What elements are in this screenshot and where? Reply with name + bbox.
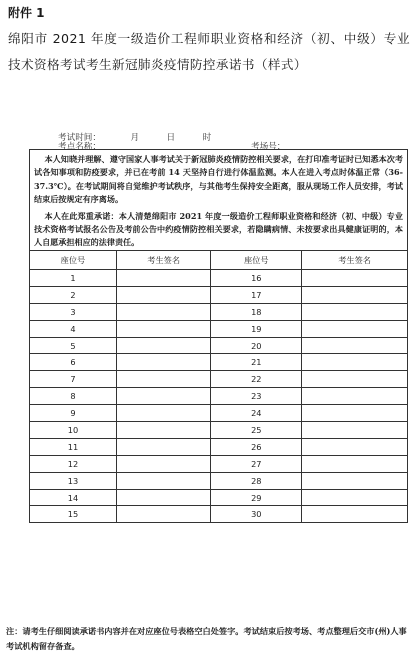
seat-number-right: 21 xyxy=(211,354,302,371)
room-label: 考场号： xyxy=(251,142,286,152)
signature-cell-left[interactable] xyxy=(116,405,211,422)
signature-cell-left[interactable] xyxy=(116,489,211,506)
table-row xyxy=(30,388,408,405)
month-label: 月 xyxy=(130,133,140,143)
table-row xyxy=(30,303,408,320)
seat-number-left: 4 xyxy=(30,320,117,337)
seat-number-left: 13 xyxy=(30,472,117,489)
seat-number-right: 18 xyxy=(211,303,302,320)
header-seat-right: 座位号 xyxy=(211,251,302,270)
signature-cell-right[interactable] xyxy=(302,354,408,371)
seat-number-right: 24 xyxy=(211,405,302,422)
seat-number-left: 3 xyxy=(30,303,117,320)
signature-cell-left[interactable] xyxy=(116,422,211,439)
seat-number-right: 17 xyxy=(211,286,302,303)
signature-cell-right[interactable] xyxy=(302,472,408,489)
pledge-paragraph-1: 本人知晓并理解、遵守国家人事考试关于新冠肺炎疫情防控相关要求，在打印准考证时已知悉本次考试各知事项和防疫要求，并已在考前 14 天坚持自行进行体温监测。本人在进入考点时体温正常（36-37.3℃）。在考试期间将自觉维护考试秩序，与其他考生保持安全距离，服从现场工作人员安排，考试结束后按规定有序离场。 xyxy=(34,154,403,205)
seat-number-left: 7 xyxy=(30,371,117,388)
seat-number-left: 15 xyxy=(30,506,117,523)
table-row xyxy=(30,472,408,489)
signature-cell-left[interactable] xyxy=(116,388,211,405)
table-row xyxy=(30,354,408,371)
signature-table xyxy=(29,250,408,523)
seat-number-right: 26 xyxy=(211,438,302,455)
signature-cell-right[interactable] xyxy=(302,388,408,405)
signature-cell-left[interactable] xyxy=(116,337,211,354)
header-sign-right: 考生签名 xyxy=(302,251,408,270)
hour-label: 时 xyxy=(202,133,212,143)
seat-number-left: 8 xyxy=(30,388,117,405)
seat-number-left: 14 xyxy=(30,489,117,506)
seat-number-right: 25 xyxy=(211,422,302,439)
table-row xyxy=(30,489,408,506)
pledge-paragraph-2: 本人在此郑重承诺：本人清楚绵阳市 2021 年度一级造价工程师职业资格和经济（初、中级）专业技术资格考试报名公告及考前公告中约疫情防控相关要求，若隐瞒病情、未按要求出具健康证明的，本人自愿承担相应的法律责任。 xyxy=(34,210,403,248)
exam-time-label: 考试时间： xyxy=(58,133,101,143)
table-row xyxy=(30,270,408,287)
seat-number-left: 6 xyxy=(30,354,117,371)
signature-cell-left[interactable] xyxy=(116,286,211,303)
attachment-label: 附件 1 xyxy=(8,6,45,20)
signature-cell-right[interactable] xyxy=(302,438,408,455)
table-row xyxy=(30,337,408,354)
signature-cell-right[interactable] xyxy=(302,270,408,287)
seat-number-right: 19 xyxy=(211,320,302,337)
seat-number-left: 5 xyxy=(30,337,117,354)
signature-cell-left[interactable] xyxy=(116,371,211,388)
table-row xyxy=(30,438,408,455)
seat-number-right: 30 xyxy=(211,506,302,523)
table-row xyxy=(30,286,408,303)
signature-cell-left[interactable] xyxy=(116,438,211,455)
seat-number-right: 27 xyxy=(211,455,302,472)
seat-number-right: 29 xyxy=(211,489,302,506)
signature-cell-left[interactable] xyxy=(116,320,211,337)
signature-cell-right[interactable] xyxy=(302,422,408,439)
seat-number-right: 23 xyxy=(211,388,302,405)
table-row xyxy=(30,405,408,422)
signature-cell-left[interactable] xyxy=(116,506,211,523)
seat-number-left: 10 xyxy=(30,422,117,439)
signature-cell-right[interactable] xyxy=(302,320,408,337)
signature-cell-left[interactable] xyxy=(116,354,211,371)
seat-number-left: 11 xyxy=(30,438,117,455)
venue-label: 考点名称： xyxy=(58,142,101,152)
day-label: 日 xyxy=(166,133,176,143)
signature-cell-left[interactable] xyxy=(116,270,211,287)
seat-number-left: 9 xyxy=(30,405,117,422)
signature-cell-right[interactable] xyxy=(302,303,408,320)
signature-cell-right[interactable] xyxy=(302,337,408,354)
document-title: 绵阳市 2021 年度一级造价工程师职业资格和经济（初、中级）专业技术资格考试考生新冠肺炎疫情防控承诺书（样式） xyxy=(8,31,410,72)
seat-number-right: 22 xyxy=(211,371,302,388)
footnote: 注：请考生仔细阅读承诺书内容并在对应座位号表格空白处签字。考试结束后按考场、考点整理后交市(州)人事考试机构留存备查。 xyxy=(6,626,407,651)
table-row xyxy=(30,455,408,472)
signature-cell-right[interactable] xyxy=(302,455,408,472)
signature-cell-left[interactable] xyxy=(116,303,211,320)
signature-cell-right[interactable] xyxy=(302,371,408,388)
header-seat-left: 座位号 xyxy=(30,251,117,270)
signature-cell-left[interactable] xyxy=(116,472,211,489)
header-sign-left: 考生签名 xyxy=(116,251,211,270)
table-row xyxy=(30,371,408,388)
table-row xyxy=(30,422,408,439)
signature-cell-left[interactable] xyxy=(116,455,211,472)
seat-number-right: 28 xyxy=(211,472,302,489)
signature-cell-right[interactable] xyxy=(302,286,408,303)
table-header-row xyxy=(30,251,408,270)
seat-number-left: 2 xyxy=(30,286,117,303)
signature-cell-right[interactable] xyxy=(302,506,408,523)
table-row xyxy=(30,320,408,337)
seat-number-right: 16 xyxy=(211,270,302,287)
table-row xyxy=(30,506,408,523)
seat-number-right: 20 xyxy=(211,337,302,354)
pledge-box xyxy=(29,149,408,250)
signature-cell-right[interactable] xyxy=(302,405,408,422)
seat-number-left: 1 xyxy=(30,270,117,287)
signature-cell-right[interactable] xyxy=(302,489,408,506)
seat-number-left: 12 xyxy=(30,455,117,472)
